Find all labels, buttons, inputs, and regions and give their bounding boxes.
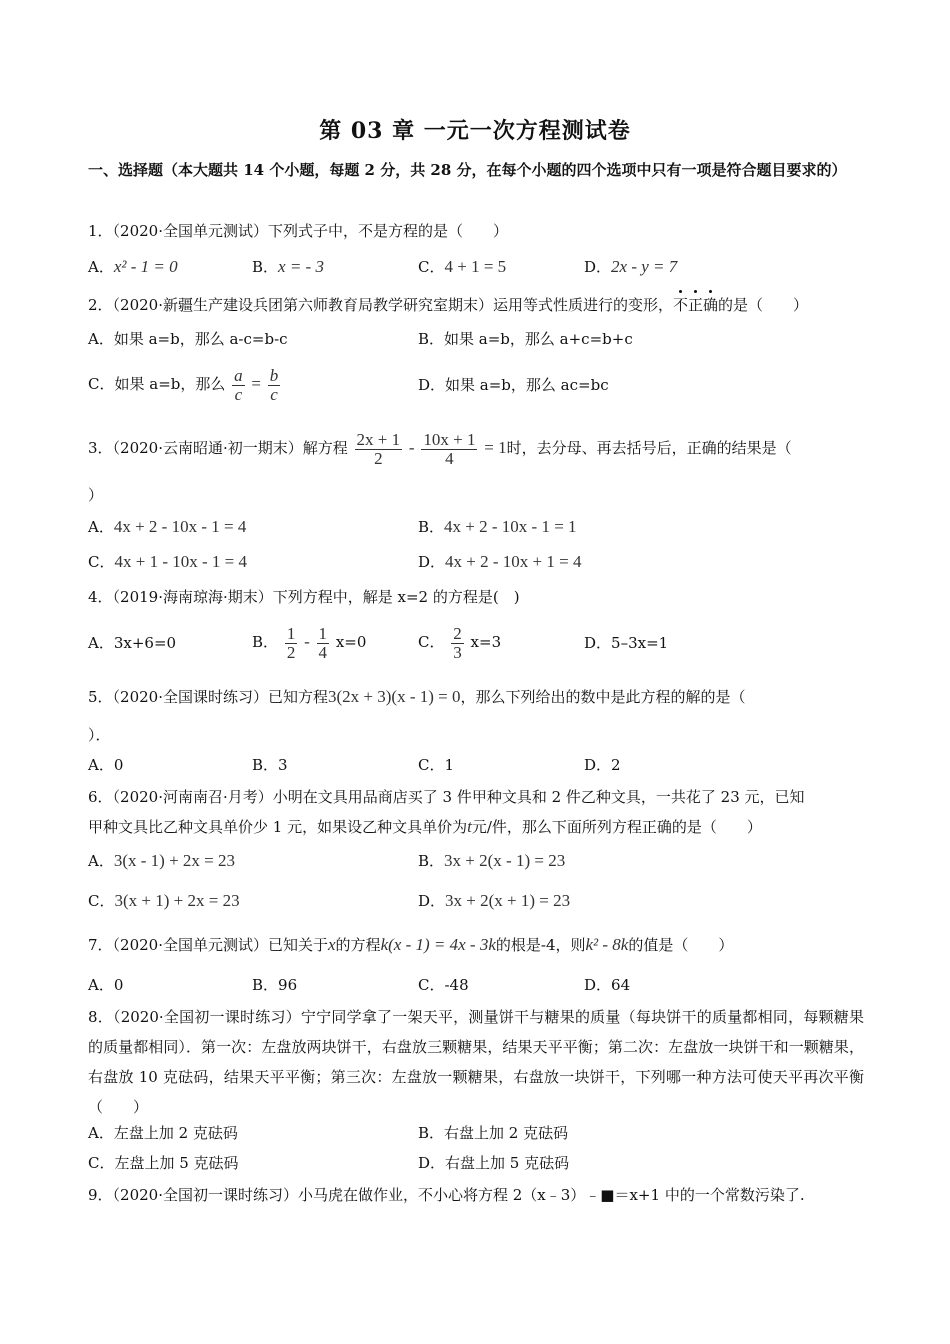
question-6-line-1: 6．（2020·河南南召·月考）小明在文具用品商店买了 3 件甲种文具和 2 件乙种文具，一共花了 23 元，已知 bbox=[88, 788, 805, 806]
page-title: 第 03 章 一元一次方程测试卷 bbox=[319, 118, 631, 144]
fraction: $\frac{b}{c}$ bbox=[269, 365, 279, 404]
q6-option-d: D．3x + 2(x + 1) = 23 bbox=[418, 891, 571, 910]
q2-option-c: C．如果 a=b，那么 $\frac{a}{c}$ = $\frac{b}{c}$ bbox=[88, 365, 279, 404]
q3-option-d: D．4x + 2 - 10x + 1 = 4 bbox=[418, 552, 582, 571]
section-heading: 一、选择题（本大题共 14 个小题，每题 2 分，共 28 分，在每个小题的四个选项中只有一项是符合题目要求的） bbox=[88, 161, 847, 179]
fraction: $\frac{2x + 1}{2}$ bbox=[356, 429, 401, 468]
fraction: $\frac{1}{2}$ bbox=[286, 623, 296, 662]
question-2-stem: 2．（2020·新疆生产建设兵团第六师教育局教学研究室期末）运用等式性质进行的变形， 不正确的是（ ） bbox=[88, 294, 868, 316]
q2-option-d: D．如果 a=b，那么 ac=bc bbox=[418, 376, 609, 394]
q5-option-c: C．1 bbox=[418, 756, 455, 774]
q2-option-b: B．如果 a=b，那么 a+c=b+c bbox=[418, 330, 633, 348]
q4-option-a: A．3x+6=0 bbox=[88, 634, 177, 652]
q6-option-a: A．3(x - 1) + 2x = 23 bbox=[88, 851, 236, 870]
q1-option-a: A．x² - 1 = 0 bbox=[88, 257, 178, 276]
question-5-stem: 5．（2020·全国课时练习）已知方程3(2x + 3)(x - 1) = 0，那么下列给出的数中是此方程的解的是（ bbox=[88, 687, 746, 706]
q7-option-a: A．0 bbox=[88, 976, 124, 994]
q7-option-d: D．64 bbox=[584, 976, 631, 994]
q1-option-d: D．2x - y = 7 bbox=[584, 257, 678, 276]
question-3-stem-cont: ） bbox=[88, 486, 104, 504]
fraction: $\frac{a}{c}$ bbox=[234, 365, 243, 404]
q2-option-a: A．如果 a=b，那么 a-c=b-c bbox=[88, 330, 288, 348]
q8-option-d: D．右盘上加 5 克砝码 bbox=[418, 1154, 570, 1172]
question-7-stem: 7．（2020·全国单元测试）已知关于x的方程k(x - 1) = 4x - 3k的根是-4，则k² - 8k的值是（ ） bbox=[88, 935, 734, 954]
q1-option-b: B．x = - 3 bbox=[252, 257, 324, 276]
q4-option-c: C． $\frac{2}{3}$ x=3 bbox=[418, 623, 502, 662]
q6-option-b: B．3x + 2(x - 1) = 23 bbox=[418, 851, 566, 870]
q5-option-a: A．0 bbox=[88, 756, 124, 774]
q4-option-b: B． $\frac{1}{2}$ - $\frac{1}{4}$ x=0 bbox=[252, 623, 367, 662]
q3-option-c: C．4x + 1 - 10x - 1 = 4 bbox=[88, 552, 247, 571]
fraction: $\frac{1}{4}$ bbox=[318, 623, 328, 662]
q7-option-b: B．96 bbox=[252, 976, 298, 994]
q5-option-b: B．3 bbox=[252, 756, 288, 774]
q5-option-d: D．2 bbox=[584, 756, 621, 774]
question-8-stem: 8．（2020·全国初一课时练习）宁宁同学拿了一架天平，测量饼干与糖果的质量（每块饼干的质量都相同，每颗糖果的质量都相同）．第一次：左盘放两块饼干，右盘放三颗糖果，结果天平平衡；第二次：左盘放一块饼干和一颗糖果，右盘放 10 克砝码，结果天平平衡；第三次：左盘放一颗糖果，右盘放一块饼干，下列哪一种方法可使天平再次平衡（ ） bbox=[88, 1008, 864, 1116]
question-6-line-2: 甲种文具比乙种文具单价少 1 元，如果设乙种文具单价为t元/件，那么下面所列方程正确的是（ ） bbox=[88, 817, 762, 836]
fraction: $\frac{2}{3}$ bbox=[453, 623, 462, 662]
question-4-stem: 4．（2019·海南琼海·期末）下列方程中，解是 x=2 的方程是( ) bbox=[88, 588, 520, 606]
q1-option-c: C．4 + 1 = 5 bbox=[418, 257, 507, 276]
q7-option-c: C．-48 bbox=[418, 976, 469, 994]
q6-option-c: C．3(x + 1) + 2x = 23 bbox=[88, 891, 240, 910]
question-9-stem: 9．（2020·全国初一课时练习）小马虎在做作业，不小心将方程 2（x﹣3）﹣■＝x+1 中的一个常数污染了. bbox=[88, 1186, 805, 1204]
question-1-stem: 1．（2020·全国单元测试）下列式子中，不是方程的是（ ） bbox=[88, 222, 508, 240]
q3-option-a: A．4x + 2 - 10x - 1 = 4 bbox=[88, 517, 247, 536]
q3-option-b: B．4x + 2 - 10x - 1 = 1 bbox=[418, 517, 577, 536]
q8-option-b: B．右盘上加 2 克砝码 bbox=[418, 1124, 569, 1142]
q8-option-a: A．左盘上加 2 克砝码 bbox=[88, 1124, 238, 1142]
question-3-stem: 3．（2020·云南昭通·初一期末）解方程 $\frac{2x + 1}{2}$ - $\frac{10x + 1}{4}$ = 1时，去分母、再去括号后，正确的结果是（ bbox=[88, 429, 792, 468]
fraction: $\frac{10x + 1}{4}$ bbox=[423, 429, 476, 468]
question-5-stem-cont: ）． bbox=[88, 726, 111, 744]
emphasis-dots: 不正确 bbox=[673, 296, 718, 314]
q8-option-c: C．左盘上加 5 克砝码 bbox=[88, 1154, 239, 1172]
q4-option-d: D．5–3x=1 bbox=[584, 634, 669, 652]
